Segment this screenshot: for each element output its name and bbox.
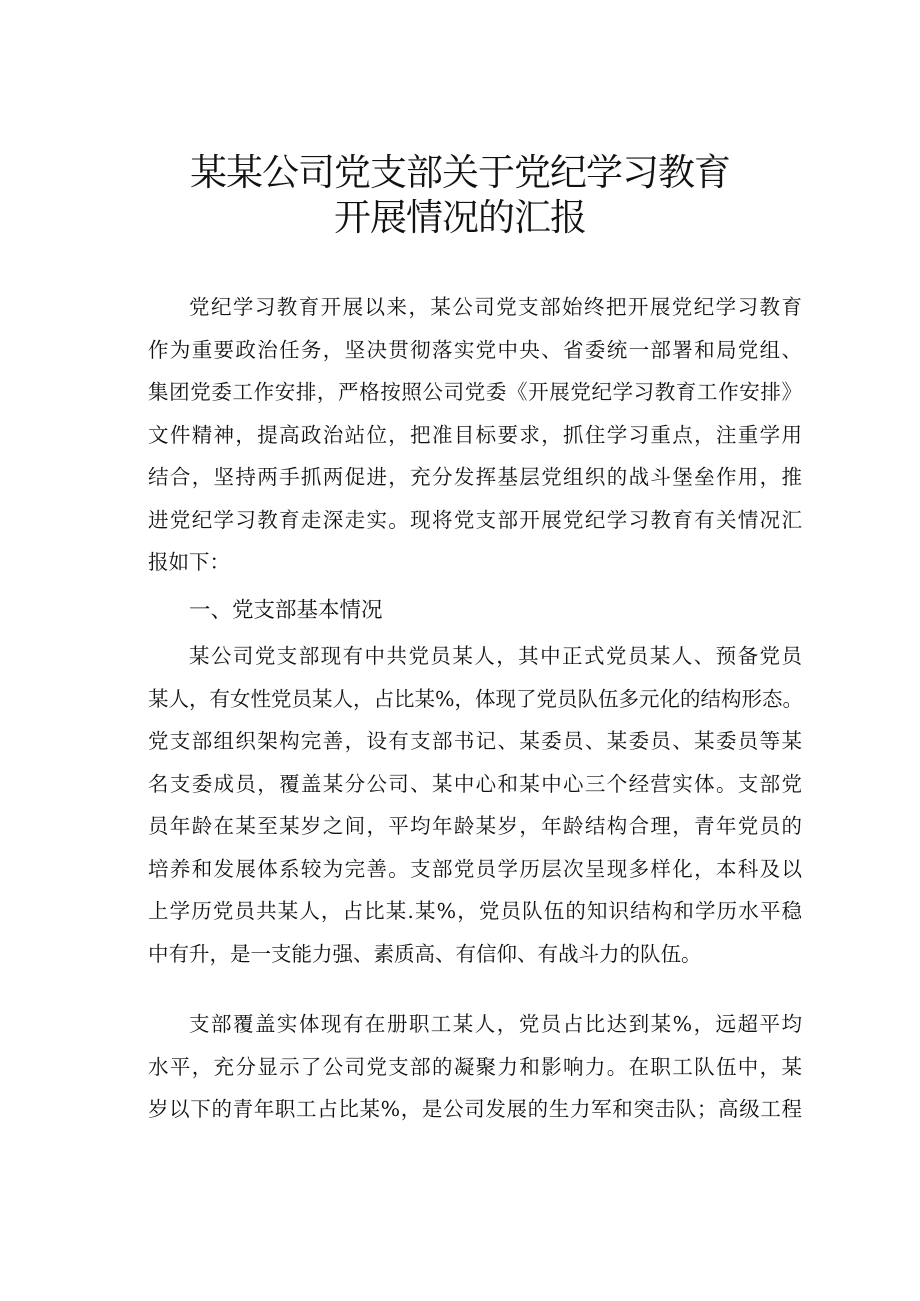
intro-line: 集团党委工作安排，严格按照公司党委《开展党纪学习教育工作安排》 [148, 380, 802, 404]
paragraph-line: 水平，充分显示了公司党支部的凝聚力和影响力。在职工队伍中，某 [148, 1054, 802, 1079]
paragraph-line: 中有升，是一支能力强、素质高、有信仰、有战斗力的队伍。 [148, 941, 702, 966]
section-1-heading: 一、党支部基本情况 [189, 598, 383, 623]
paragraph-line: 培养和发展体系较为完善。支部党员学历层次呈现多样化，本科及以 [148, 856, 802, 881]
paragraph-line: 上学历党员共某人，占比某.某%，党员队伍的知识结构和学历水平稳 [148, 899, 802, 923]
title-line-1: 某某公司党支部关于党纪学习教育 [190, 151, 730, 194]
paragraph-line: 党支部组织架构完善，设有支部书记、某委员、某委员、某委员等某 [148, 729, 802, 753]
section-1-paragraph-2 [148, 1003, 802, 1131]
title-line-2: 开展情况的汇报 [334, 196, 586, 239]
intro-line: 作为重要政治任务，坚决贯彻落实党中央、省委统一部署和局党组、 [148, 337, 802, 362]
paragraph-line: 岁以下的青年职工占比某%，是公司发展的生力军和突击队；高级工程 [148, 1097, 802, 1121]
intro-line: 结合，坚持两手抓两促进，充分发挥基层党组织的战斗堡垒作用，推 [148, 465, 802, 489]
intro-line: 党纪学习教育开展以来，某公司党支部始终把开展党纪学习教育 [189, 295, 802, 319]
intro-line: 进党纪学习教育走深走实。现将党支部开展党纪学习教育有关情况汇 [148, 507, 802, 532]
intro-line: 报如下： [148, 550, 230, 574]
intro-paragraph [148, 286, 802, 584]
paragraph-line: 支部覆盖实体现有在册职工某人，党员占比达到某%，远超平均 [189, 1012, 802, 1036]
paragraph-line: 名支委成员，覆盖某分公司、某中心和某中心三个经营实体。支部党 [148, 771, 802, 796]
section-1-paragraph-1 [148, 635, 802, 975]
document-title [0, 150, 920, 240]
paragraph-line: 员年龄在某至某岁之间，平均年龄某岁，年龄结构合理，青年党员的 [148, 814, 802, 838]
intro-line: 文件精神，提高政治站位，把准目标要求，抓住学习重点，注重学用 [148, 422, 802, 447]
paragraph-line: 某人，有女性党员某人，占比某%，体现了党员队伍多元化的结构形态。 [148, 686, 803, 711]
paragraph-line: 某公司党支部现有中共党员某人，其中正式党员某人、预备党员 [189, 644, 802, 668]
